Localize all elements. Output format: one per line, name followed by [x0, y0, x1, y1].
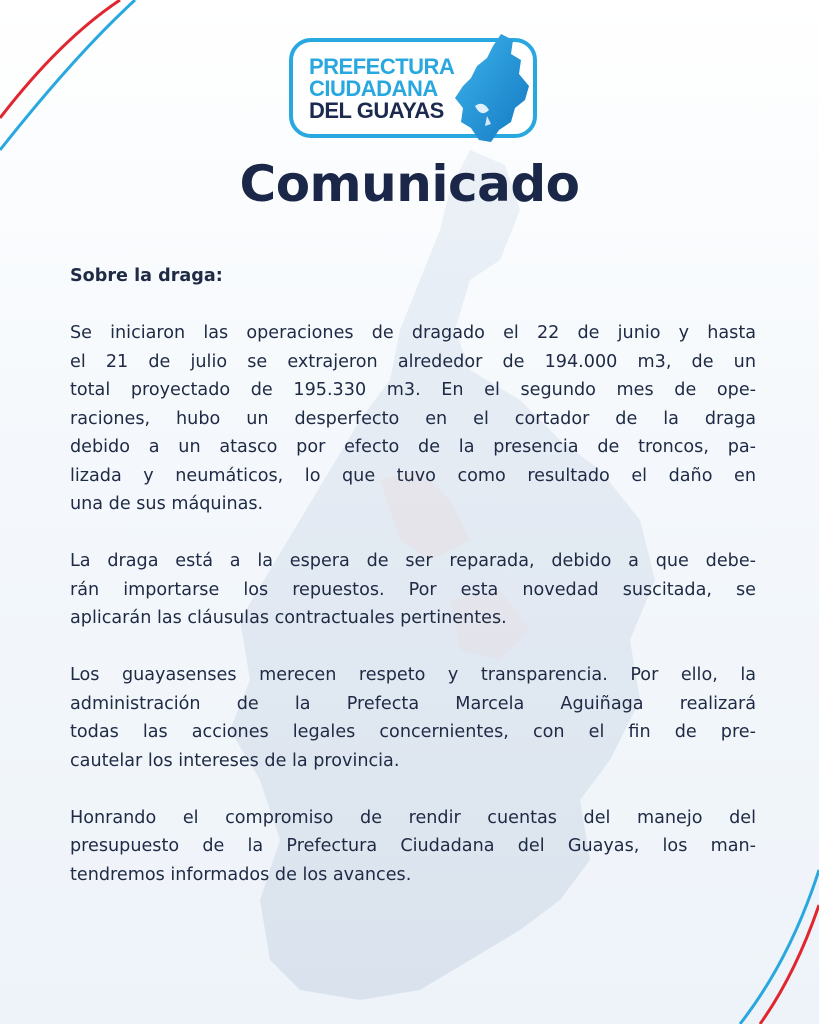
text-line: raciones, hubo un desperfecto en el cortador de la draga: [70, 408, 756, 429]
text-line: Se iniciaron las operaciones de dragado el 22 de junio y hasta: [70, 323, 756, 343]
text-line: lizada y neumáticos, lo que tuvo como resultado el daño en: [70, 465, 756, 486]
logo-line-1: PREFECTURA: [309, 54, 455, 79]
text-line: total proyectado de 195.330 m3. En el segundo mes de ope-: [70, 380, 756, 400]
prefectura-logo: [289, 38, 537, 138]
text-line: Honrando el compromiso de rendir cuentas del manejo del: [70, 807, 756, 828]
logo-line-2: CIUDADANA: [309, 76, 438, 101]
text-line: cautelar los intereses de la provincia.: [70, 750, 400, 771]
text-line: presupuesto de la Prefectura Ciudadana del Guayas, los man-: [70, 836, 756, 856]
text-line: rán importarse los repuestos. Por esta novedad suscitada, se: [70, 579, 756, 600]
paragraph-2: [70, 547, 756, 633]
text-line: debido a un atasco por efecto de la presencia de troncos, pa-: [70, 437, 756, 457]
section-subheading: Sobre la draga:: [70, 266, 223, 286]
paragraph-3: [70, 661, 756, 775]
text-line: La draga está a la espera de ser reparada, debido a que debe-: [70, 551, 756, 571]
text-line: el 21 de julio se extrajeron alrededor de 194.000 m3, de un: [70, 351, 756, 372]
text-line: tendremos informados de los avances.: [70, 864, 412, 885]
page-title: Comunicado: [239, 155, 580, 213]
logo-line-3: DEL GUAYAS: [309, 98, 444, 123]
text-line: una de sus máquinas.: [70, 494, 264, 514]
text-line: aplicarán las cláusulas contractuales pertinentes.: [70, 608, 507, 628]
logo-wordmark: [309, 56, 454, 122]
communique-body: [70, 262, 756, 918]
paragraph-4: [70, 804, 756, 890]
text-line: administración de la Prefecta Marcela Aguiñaga realizará: [70, 693, 756, 714]
paragraph-1: [70, 319, 756, 519]
text-line: todas las acciones legales concernientes, con el fin de pre-: [70, 722, 756, 742]
guayas-map-icon: [441, 30, 541, 148]
text-line: Los guayasenses merecen respeto y transparencia. Por ello, la: [70, 665, 756, 685]
